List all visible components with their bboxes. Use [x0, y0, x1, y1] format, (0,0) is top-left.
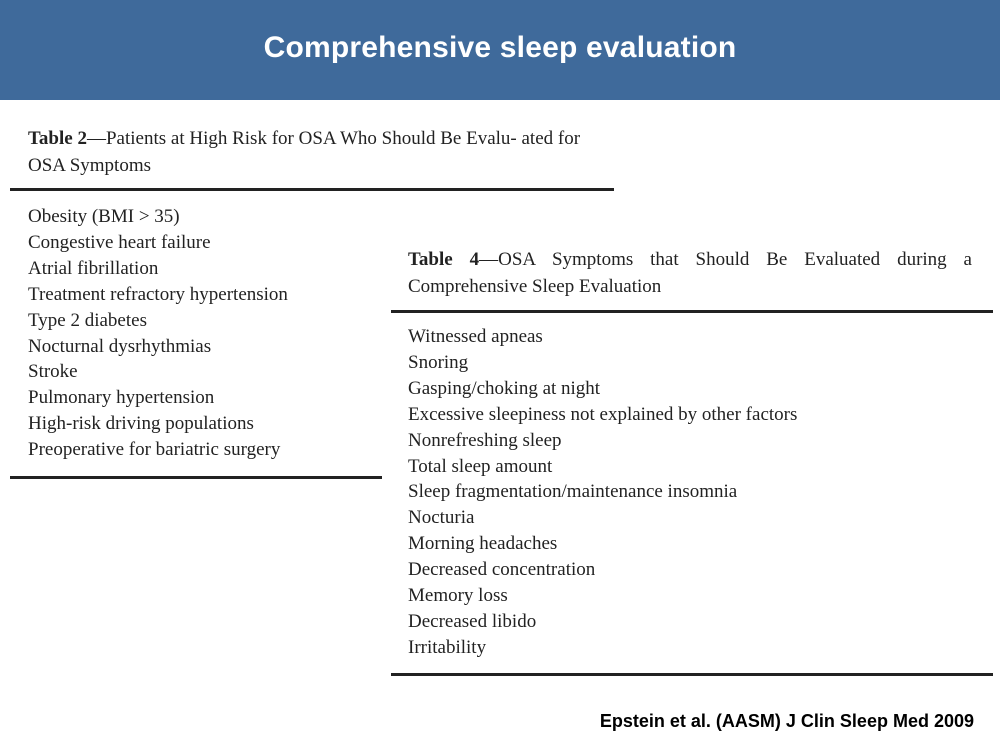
title-bar: [0, 0, 1000, 100]
table4-item: Decreased concentration: [408, 559, 596, 581]
table2-item: Preoperative for bariatric surgery: [28, 439, 281, 461]
table4-item: Sleep fragmentation/maintenance insomnia: [408, 481, 738, 503]
table4-item: Memory loss: [408, 585, 508, 607]
table2-item: Stroke: [28, 361, 78, 383]
table4-item: Nocturia: [408, 507, 475, 529]
table2-bottom-rule: [10, 476, 382, 479]
table4-bottom-rule: [391, 673, 993, 676]
table4-item: Total sleep amount: [408, 455, 553, 477]
table2-item: Congestive heart failure: [28, 231, 211, 253]
table4-item: Nonrefreshing sleep: [408, 429, 562, 451]
table4-caption-text: —OSA Symptoms that Should Be Evaluated during a Comprehensive Sleep Evaluation: [408, 249, 972, 297]
table2-top-rule: [10, 188, 614, 191]
table2-label: Table 2: [28, 128, 87, 149]
slide-title: Comprehensive sleep evaluation: [263, 31, 737, 64]
table2-caption-text: —Patients at High Risk for OSA Who Should Be Evalu- ated for OSA Symptoms: [28, 128, 581, 176]
table2-item: Nocturnal dysrhythmias: [28, 335, 212, 357]
table4-item: Witnessed apneas: [408, 326, 543, 347]
citation: Epstein et al. (AASM) J Clin Sleep Med 2009: [599, 711, 974, 731]
table2-item: Obesity (BMI > 35): [28, 206, 180, 227]
table4-item: Gasping/choking at night: [408, 377, 601, 399]
table4-item: Excessive sleepiness not explained by other factors: [408, 403, 798, 425]
table4-caption: [408, 246, 972, 300]
table2-item: Atrial fibrillation: [28, 257, 159, 279]
table4-item: Irritability: [408, 636, 487, 658]
table2-list: [28, 204, 288, 463]
table4-list: [408, 324, 797, 661]
table2-item: Type 2 diabetes: [28, 309, 147, 331]
table4-item: Decreased libido: [408, 610, 537, 632]
table4-item: Snoring: [408, 351, 469, 373]
table2-item: Treatment refractory hypertension: [28, 283, 288, 305]
table2-caption: [28, 125, 608, 179]
table2-item: High-risk driving populations: [28, 413, 254, 435]
table4-item: Morning headaches: [408, 533, 558, 555]
table4-label: Table 4: [408, 249, 480, 270]
table4-top-rule: [391, 310, 993, 313]
table2-item: Pulmonary hypertension: [28, 387, 215, 409]
